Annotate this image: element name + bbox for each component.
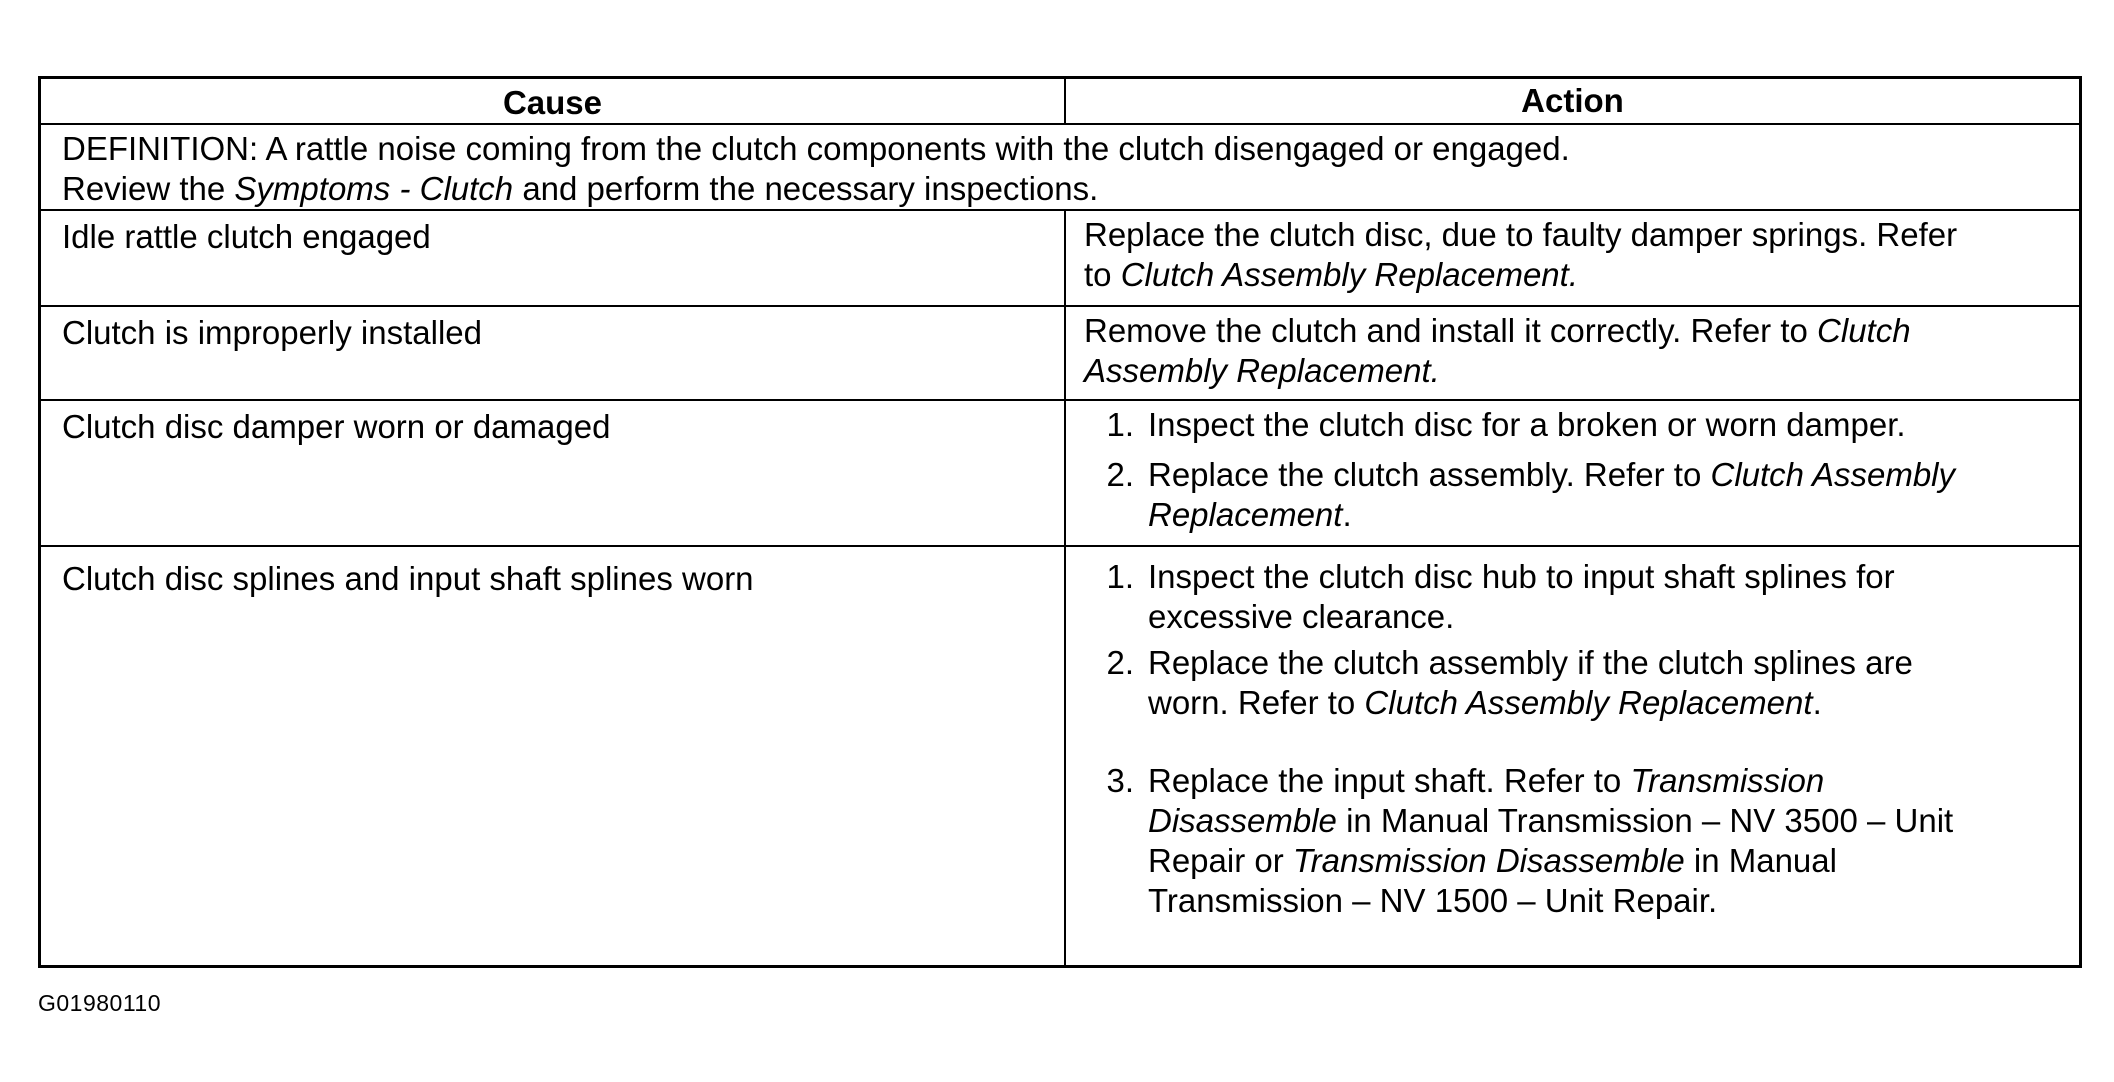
- header-row: [41, 79, 2079, 125]
- action-text: Remove the clutch and install it correctly. Refer to: [1084, 312, 1818, 349]
- cause-cell: Idle rattle clutch engaged: [62, 218, 431, 255]
- step-number: 2.: [1106, 456, 1134, 493]
- step-text: Inspect the clutch disc for a broken or worn damper.: [1148, 406, 1906, 443]
- step-reference: Disassemble: [1148, 802, 1337, 839]
- step-reference: Transmission: [1630, 762, 1825, 799]
- step-text-part: Replace the clutch assembly if the clutch splines are: [1148, 644, 1913, 681]
- table-row: [41, 307, 2079, 401]
- review-instruction: [62, 169, 1098, 209]
- action-reference: Assembly Replacement.: [1084, 352, 1440, 389]
- action-line: [1084, 351, 1911, 391]
- diagnosis-table: [38, 76, 2082, 968]
- action-reference: Clutch Assembly Replacement.: [1120, 256, 1578, 293]
- step-text-part: excessive clearance.: [1148, 598, 1455, 635]
- step-text-part: worn. Refer to: [1148, 684, 1365, 721]
- step-reference: Transmission Disassemble: [1292, 842, 1685, 879]
- column-divider: [1064, 401, 1066, 545]
- table-row: [41, 401, 2079, 547]
- action-text: to: [1084, 256, 1121, 293]
- step-number: 2.: [1106, 644, 1134, 681]
- step-text: [1148, 761, 1953, 921]
- column-divider: [1064, 547, 1066, 965]
- step-reference: Clutch Assembly: [1710, 456, 1956, 493]
- figure-id: G01980110: [38, 990, 162, 1016]
- step-reference: Clutch Assembly Replacement: [1364, 684, 1813, 721]
- step-text-part: Repair or: [1148, 842, 1293, 879]
- table-row: [41, 211, 2079, 307]
- step-number: 3.: [1106, 762, 1134, 799]
- review-text-post: and perform the necessary inspections.: [513, 170, 1099, 207]
- step-text-part: Replace the input shaft. Refer to: [1148, 762, 1631, 799]
- step-text-part: Inspect the clutch disc hub to input shaft splines for: [1148, 558, 1895, 595]
- action-line: Replace the clutch disc, due to faulty damper springs. Refer: [1084, 216, 1958, 253]
- table-row: [41, 547, 2079, 965]
- step-number: 1.: [1106, 406, 1134, 443]
- cause-column-header: Cause: [502, 84, 603, 121]
- column-divider: [1064, 307, 1066, 399]
- definition-row: [41, 125, 2079, 211]
- review-text-ref: Symptoms - Clutch: [234, 170, 514, 207]
- step-text-part: .: [1812, 684, 1822, 721]
- step-text: [1148, 557, 1895, 637]
- step-text-part: .: [1342, 496, 1352, 533]
- step-text-part: Replace the clutch assembly. Refer to: [1148, 456, 1711, 493]
- definition-text: DEFINITION: A rattle noise coming from the clutch components with the clutch disengaged or engaged.: [62, 130, 1570, 167]
- action-column-header: Action: [1521, 82, 1624, 119]
- step-text: [1148, 643, 1913, 723]
- step-text-part: in Manual Transmission – NV 3500 – Unit: [1336, 802, 1954, 839]
- step-text-part: in Manual: [1684, 842, 1837, 879]
- step-number: 1.: [1106, 558, 1134, 595]
- action-line: [1084, 311, 1911, 351]
- step-reference: Replacement: [1148, 496, 1343, 533]
- column-divider: [1064, 211, 1066, 305]
- cause-cell: Clutch is improperly installed: [62, 314, 482, 351]
- action-reference: Clutch: [1817, 312, 1911, 349]
- review-text-pre: Review the: [62, 170, 235, 207]
- cause-cell: Clutch disc damper worn or damaged: [62, 408, 611, 445]
- step-text-part: Transmission – NV 1500 – Unit Repair.: [1148, 882, 1718, 919]
- step-text: [1148, 455, 1955, 535]
- cause-cell: Clutch disc splines and input shaft splines worn: [62, 560, 754, 597]
- action-line: [1084, 255, 1957, 295]
- action-cell: [1084, 215, 1957, 295]
- action-cell: [1084, 311, 1911, 391]
